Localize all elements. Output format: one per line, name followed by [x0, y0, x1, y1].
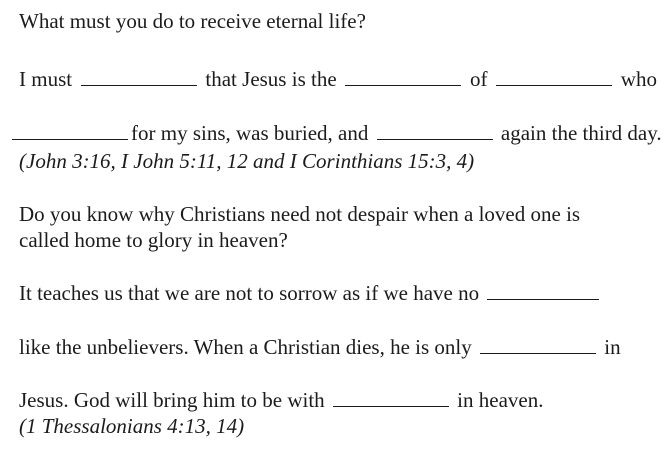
blank-5[interactable] [377, 138, 493, 140]
text-segment: like the unbelievers. When a Christian dies, he is only [19, 335, 472, 359]
fill-line-2 [12, 120, 662, 146]
blank-1[interactable] [81, 84, 197, 86]
text-segment: again the third day. [500, 121, 662, 145]
blank-6[interactable] [487, 298, 599, 300]
blank-7[interactable] [480, 352, 596, 354]
text-segment: It teaches us that we are not to sorrow as if we have no [19, 281, 480, 305]
scripture-reference-2: (1 Thessalonians 4:13, 14) [19, 414, 245, 438]
scripture-reference-1: (John 3:16, I John 5:11, 12 and I Corinthians 15:3, 4) [19, 149, 475, 173]
text-segment: for my sins, was buried, and [131, 121, 369, 145]
blank-3[interactable] [496, 84, 612, 86]
blank-2[interactable] [345, 84, 461, 86]
fill-line-4 [19, 334, 621, 360]
text-segment: I must [19, 67, 73, 91]
blank-8[interactable] [333, 405, 449, 407]
text-segment: that Jesus is the [205, 67, 337, 91]
text-segment: Jesus. God will bring him to be with [19, 388, 325, 412]
question-despair-line-1: Do you know why Christians need not despair when a loved one is [19, 202, 581, 226]
text-segment: who [620, 67, 657, 91]
question-despair-line-2: called home to glory in heaven? [19, 228, 288, 252]
text-segment: of [469, 67, 488, 91]
blank-4[interactable] [12, 138, 128, 140]
fill-line-1 [19, 66, 657, 92]
question-eternal-life: What must you do to receive eternal life? [19, 9, 366, 33]
text-segment: in [604, 335, 621, 359]
fill-line-5 [19, 387, 543, 413]
text-segment: in heaven. [457, 388, 544, 412]
fill-line-3 [19, 280, 602, 306]
